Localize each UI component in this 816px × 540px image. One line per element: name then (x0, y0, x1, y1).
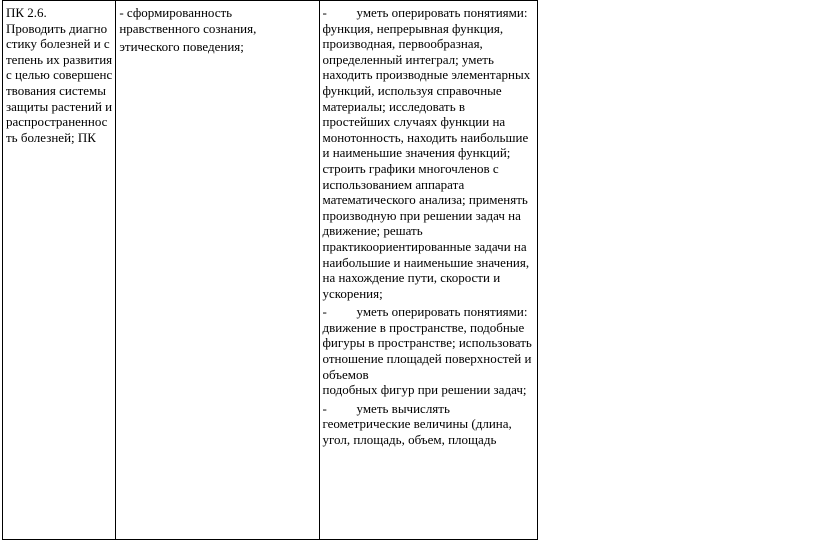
personal-result-cell (116, 1, 319, 540)
skill-item-2 (323, 304, 535, 398)
personal-result-line-2: этического поведения; (119, 39, 244, 55)
skill-text: уметь оперировать понятиями: движение в пространстве, подобные фигуры в пространстве; использовать отношение площадей поверхностей и объемов (322, 304, 532, 382)
skill-dash: - (322, 5, 327, 20)
skill-item-3 (323, 401, 535, 448)
competency-description: Проводить диагностику болезней и степень их развития с целью совершенствования системы защиты растений и распространенность болезней; ПК (6, 20, 113, 145)
skill-item-1 (323, 5, 535, 301)
skill-dash: - (322, 304, 327, 320)
skill-text: уметь вычислять геометрические величины (длина, угол, площадь, объем, площадь (322, 400, 512, 448)
competency-code: ПК 2.6. (6, 5, 47, 20)
table-row (3, 1, 538, 540)
skills-cell (319, 1, 538, 540)
skill-text: уметь оперировать понятиями: функция, непрерывная функция, производная, первообразная, определенный интеграл; уметь находить производные элементарных функций, используя справочные материалы; исследовать в простейших случаях функции на монотонность, находить наибольшие и наименьшие значения функций; строить графики многочленов с использованием аппарата математического анализа; применять производную при решении задач на движение; решать практикоориентированные задачи на наибольшие и наименьшие значения, на нахождение пути, скорости и ускорения; (322, 5, 531, 301)
personal-result-line-1: - сформированность нравственного сознания, (119, 5, 257, 36)
skill-dash: - (322, 400, 327, 416)
competency-cell (3, 1, 116, 540)
curriculum-table (2, 0, 538, 540)
skill-text-continued: подобных фигур при решении задач; (322, 382, 527, 398)
